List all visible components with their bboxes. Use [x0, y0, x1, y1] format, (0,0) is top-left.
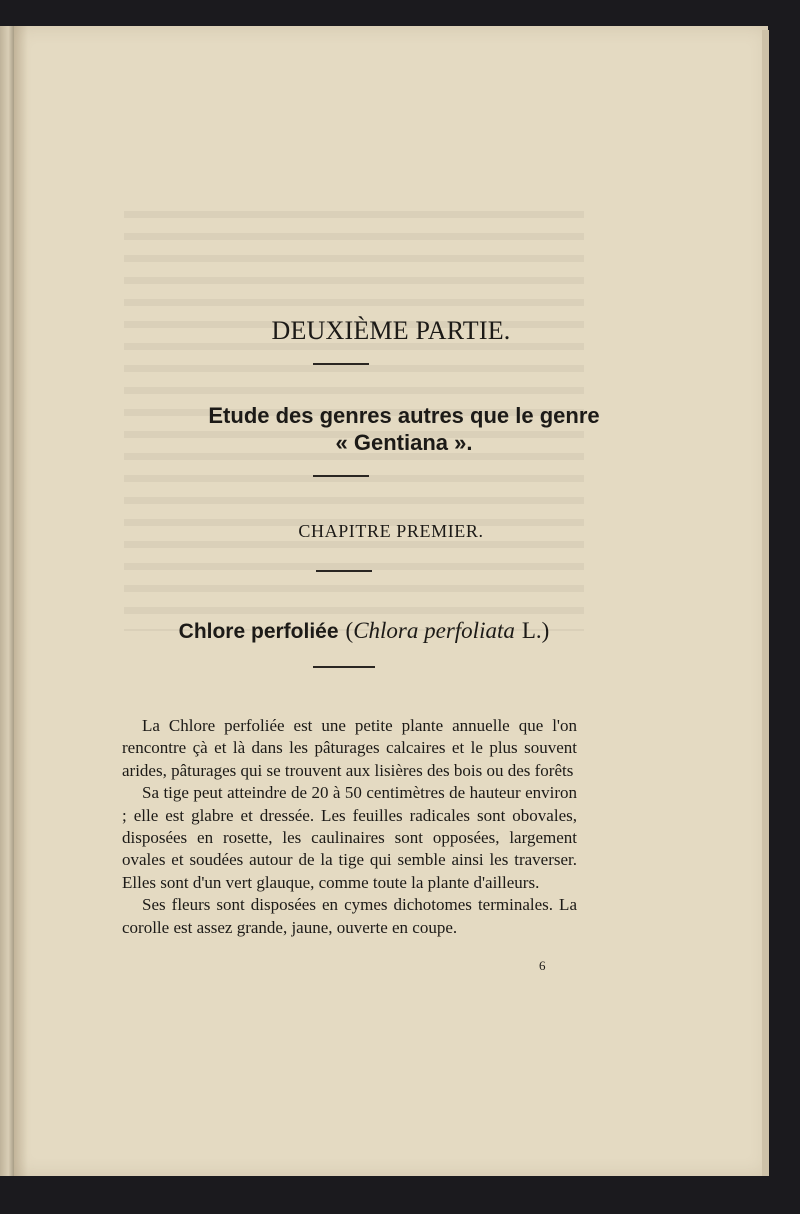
paragraph: La Chlore perfoliée est une petite plante annuelle que l'on rencontre çà et là dans les pâturages calcaires et le plus souvent arides, pâturages qui se trouvent aux lisières des bois ou des forêts: [122, 716, 577, 780]
plant-common-name: Chlore perfoliée: [178, 620, 339, 643]
page-gutter-shadow: [14, 26, 28, 1176]
part-title: DEUXIÈME PARTIE.: [271, 316, 511, 345]
plant-latin-name: Chlora perfoliata: [353, 618, 515, 643]
plant-heading: [14, 616, 714, 647]
divider-rule: [313, 475, 369, 477]
study-title-line-1: Etude des genres autres que le genre: [208, 403, 600, 428]
divider-rule: [313, 363, 369, 365]
plant-author: L.): [521, 618, 550, 643]
book-page: [14, 26, 768, 1176]
previous-page-edge: [0, 26, 14, 1176]
divider-rule: [316, 570, 372, 572]
page-number: 6: [539, 958, 546, 973]
page-stack-edge: [762, 30, 769, 1176]
paragraph: Ses fleurs sont disposées en cymes dichotomes terminales. La corolle est assez grande, jaune, ouverte en coupe.: [122, 895, 577, 937]
study-title: [104, 402, 704, 456]
study-title-line-2: « Gentiana ».: [335, 430, 473, 455]
divider-rule: [313, 666, 375, 668]
body-text: [122, 715, 577, 939]
paragraph: Sa tige peut atteindre de 20 à 50 centimètres de hauteur environ ; elle est glabre et dressée. Les feuilles radicales sont obovales, disposées en rosette, les caulinaires sont opposées, largement ovales et soudées autour de la tige qui semble ainsi les traverser. Elles sont d'un vert glauque, comme toute la plante d'ailleurs.: [122, 783, 577, 892]
chapter-title: CHAPITRE PREMIER.: [298, 521, 484, 541]
plant-open-paren: (: [345, 618, 354, 643]
